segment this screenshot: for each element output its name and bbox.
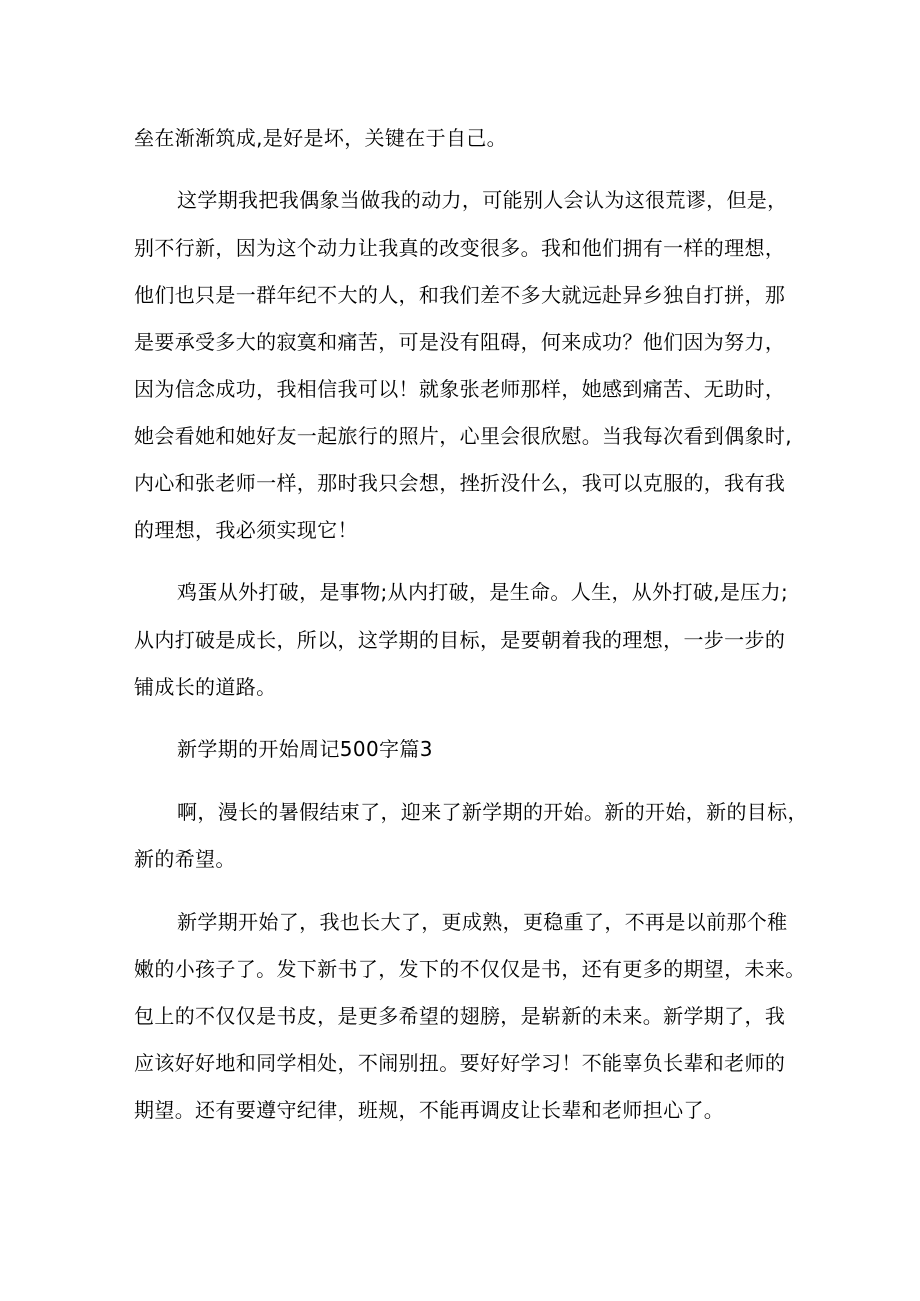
paragraph-6-line-5: 期望。还有要遵守纪律，班规，不能再调皮让长辈和老师担心了。 [134,1098,725,1122]
paragraph-5-line-2: 新的希望。 [134,847,236,871]
paragraph-2-line-5: 因为信念成功，我相信我可以！就象张老师那样，她感到痛苦、无助时， [134,377,786,401]
paragraph-2-line-1: 这学期我把我偶象当做我的动力，可能别人会认为这很荒谬，但是， [177,188,788,212]
paragraph-5-line-1: 啊，漫长的暑假结束了，迎来了新学期的开始。新的开始，新的目标， [177,800,808,824]
paragraph-6-line-3: 包上的不仅仅是书皮，是更多希望的翅膀，是崭新的未来。新学期了，我 [134,1004,786,1028]
paragraph-3-line-1: 鸡蛋从外打破，是事物;从内打破，是生命。人生，从外打破,是压力; [177,580,789,604]
paragraph-2-line-6: 她会看她和她好友一起旅行的照片，心里会很欣慰。当我每次看到偶象时, [134,424,792,448]
section-heading: 新学期的开始周记500字篇3 [177,737,433,761]
paragraph-2-line-8: 的理想，我必须实现它！ [134,518,358,542]
paragraph-2-line-2: 别不行新，因为这个动力让我真的改变很多。我和他们拥有一样的理想， [134,236,786,260]
paragraph-3-line-3: 铺成长的道路。 [134,675,277,699]
paragraph-1-line-1: 垒在渐渐筑成,是好是坏，关键在于自己。 [134,126,508,150]
paragraph-3-line-2: 从内打破是成长，所以，这学期的目标，是要朝着我的理想，一步一步的 [134,628,786,652]
paragraph-2-line-3: 他们也只是一群年纪不大的人，和我们差不多大就远赴异乡独自打拼，那 [134,283,786,307]
paragraph-6-line-2: 嫩的小孩子了。发下新书了，发下的不仅仅是书，还有更多的期望，未来。 [134,957,806,981]
paragraph-2-line-7: 内心和张老师一样，那时我只会想，挫折没什么，我可以克服的，我有我 [134,471,786,495]
paragraph-2-line-4: 是要承受多大的寂寞和痛苦，可是没有阻碍，何来成功？他们因为努力， [134,330,786,354]
paragraph-6-line-4: 应该好好地和同学相处，不闹别扭。要好好学习！不能辜负长辈和老师的 [134,1051,786,1075]
paragraph-6-line-1: 新学期开始了，我也长大了，更成熟，更稳重了，不再是以前那个稚 [177,910,788,934]
